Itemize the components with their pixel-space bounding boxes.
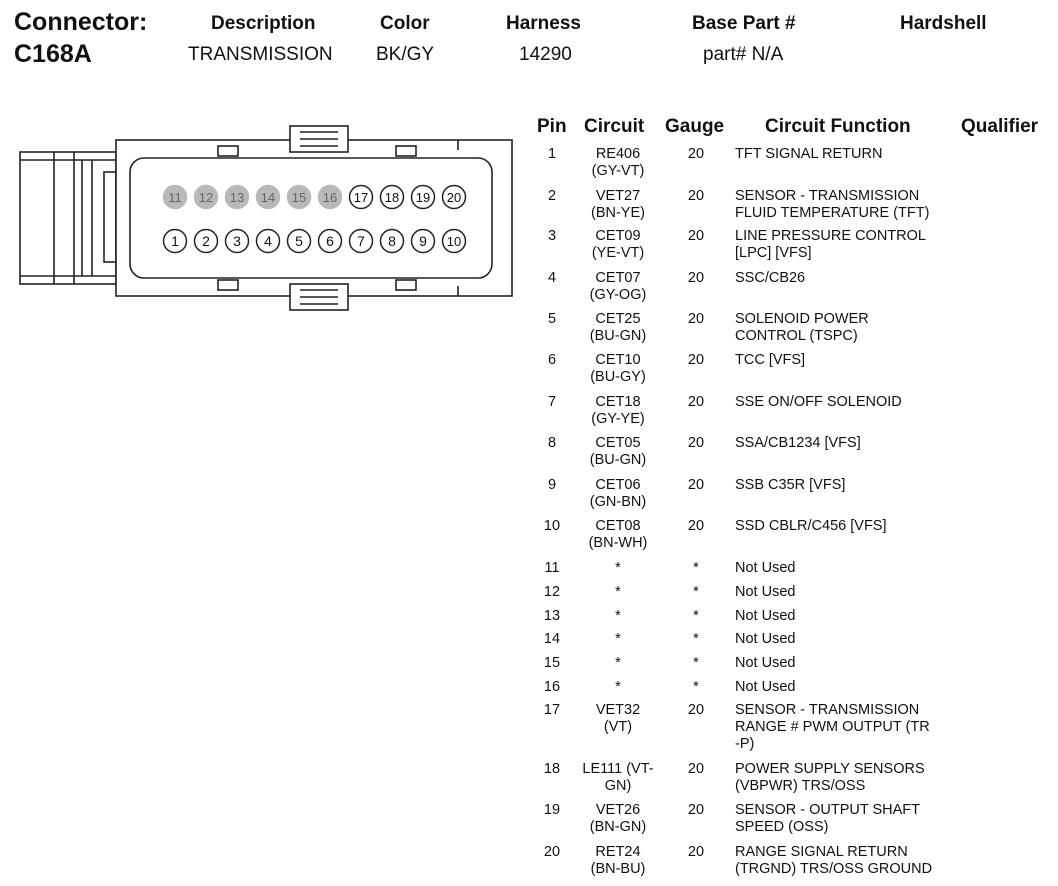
- connector-pin-17: [350, 186, 373, 209]
- circuit-function-cell: [735, 584, 960, 601]
- circuit-function-cell-line: LINE PRESSURE CONTROL: [735, 228, 926, 244]
- gauge-cell: *: [693, 679, 699, 695]
- circuit-cell-line: VET32: [595, 702, 641, 718]
- pin-number: 15: [543, 655, 561, 671]
- circuit-cell-line: RET24: [595, 844, 641, 860]
- circuit-function-cell-line: POWER SUPPLY SENSORS: [735, 761, 925, 777]
- circuit-cell: [570, 631, 666, 648]
- circuit-cell-line: (VT): [603, 719, 633, 735]
- circuit-function-cell-line: (VBPWR) TRS/OSS: [735, 778, 866, 794]
- circuit-function-cell: [735, 228, 960, 262]
- pin-number: 8: [547, 435, 557, 451]
- circuit-cell: [570, 146, 666, 180]
- circuit-cell-line: CET06: [595, 477, 641, 493]
- pin-number: 11: [544, 560, 560, 576]
- circuit-function-cell-line: FLUID TEMPERATURE (TFT): [735, 205, 930, 221]
- gauge-cell: 20: [687, 802, 705, 818]
- connector-pin-9: [412, 230, 435, 253]
- circuit-cell-line: VET27: [595, 188, 641, 204]
- circuit-cell-line: (BU-GN): [589, 328, 647, 344]
- circuit-function-cell: [735, 518, 960, 535]
- circuit-cell: [570, 608, 666, 625]
- circuit-cell-line: *: [615, 608, 621, 624]
- header-color-label: Color: [380, 13, 430, 34]
- circuit-function-cell-line: SSC/CB26: [735, 270, 806, 286]
- pin-number: 9: [547, 477, 557, 493]
- circuit-cell: [570, 270, 666, 304]
- circuit-cell-line: VET26: [595, 802, 641, 818]
- circuit-cell-line: CET09: [595, 228, 641, 244]
- circuit-function-cell-line: Not Used: [735, 631, 796, 647]
- circuit-cell-line: (BN-YE): [591, 205, 645, 221]
- svg-text:17: 17: [353, 190, 369, 205]
- connector-pin-3: [226, 230, 249, 253]
- circuit-cell: [570, 228, 666, 262]
- svg-text:2: 2: [202, 233, 210, 249]
- circuit-function-cell-line: SSE ON/OFF SOLENOID: [735, 394, 902, 410]
- svg-text:11: 11: [168, 190, 182, 205]
- circuit-cell: [570, 311, 666, 345]
- circuit-cell: [570, 477, 666, 511]
- pin-number: 18: [543, 761, 561, 777]
- circuit-cell-line: RE406: [595, 146, 641, 162]
- svg-text:7: 7: [357, 233, 365, 249]
- svg-text:14: 14: [260, 190, 276, 205]
- pin-number: 12: [543, 584, 561, 600]
- circuit-function-cell: [735, 702, 960, 753]
- circuit-function-cell: [735, 844, 960, 878]
- circuit-function-cell-line: SENSOR - TRANSMISSION: [735, 188, 920, 204]
- circuit-cell: [570, 560, 666, 577]
- svg-text:1: 1: [171, 233, 179, 249]
- connector-pin-14: [257, 186, 280, 209]
- connector-label: Connector:: [14, 8, 148, 36]
- circuit-function-cell-line: TCC [VFS]: [735, 352, 806, 368]
- connector-pin-19: [412, 186, 435, 209]
- circuit-cell: [570, 584, 666, 601]
- column-header-qualifier: Qualifier: [961, 116, 1039, 137]
- gauge-cell: 20: [687, 394, 705, 410]
- circuit-cell-line: CET10: [595, 352, 641, 368]
- circuit-cell-line: (YE-VT): [591, 245, 645, 261]
- circuit-function-cell-line: (TRGND) TRS/OSS GROUND: [735, 861, 933, 877]
- connector-pin-8: [381, 230, 404, 253]
- circuit-cell: [570, 188, 666, 222]
- gauge-cell: 20: [687, 761, 705, 777]
- gauge-cell: 20: [687, 270, 705, 286]
- connector-pin-5: [288, 230, 311, 253]
- gauge-cell: *: [693, 584, 699, 600]
- circuit-function-cell-line: SSD CBLR/C456 [VFS]: [735, 518, 887, 534]
- circuit-cell-line: (BU-GY): [590, 369, 646, 385]
- pin-number: 17: [543, 702, 561, 718]
- pin-number: 14: [543, 631, 561, 647]
- gauge-cell: 20: [687, 311, 705, 327]
- circuit-cell-line: (BN-WH): [588, 535, 648, 551]
- svg-text:13: 13: [229, 190, 245, 205]
- connector-pin-15: [288, 186, 311, 209]
- circuit-cell-line: (BN-GN): [589, 819, 647, 835]
- circuit-function-cell: [735, 188, 960, 222]
- circuit-cell: [570, 655, 666, 672]
- circuit-function-cell: [735, 435, 960, 452]
- circuit-function-cell-line: SENSOR - OUTPUT SHAFT: [735, 802, 921, 818]
- connector-pin-20: [443, 186, 466, 209]
- circuit-function-cell-line: SOLENOID POWER: [735, 311, 869, 327]
- circuit-cell-line: *: [615, 560, 621, 576]
- header-base-part-label: Base Part #: [692, 13, 796, 34]
- gauge-cell: 20: [687, 228, 705, 244]
- circuit-function-cell-line: SENSOR - TRANSMISSION: [735, 702, 920, 718]
- connector-pin-6: [319, 230, 342, 253]
- circuit-function-cell-line: [LPC] [VFS]: [735, 245, 812, 261]
- pin-number: 19: [543, 802, 561, 818]
- header-description-label: Description: [211, 13, 316, 34]
- pin-number: 2: [547, 188, 557, 204]
- pin-number: 6: [547, 352, 557, 368]
- circuit-cell-line: *: [615, 655, 621, 671]
- gauge-cell: *: [693, 608, 699, 624]
- connector-pin-12: [195, 186, 218, 209]
- column-header-circuit: Circuit: [584, 116, 645, 137]
- circuit-function-cell-line: Not Used: [735, 655, 796, 671]
- circuit-function-cell: [735, 270, 960, 287]
- gauge-cell: *: [693, 655, 699, 671]
- pin-number: 20: [543, 844, 561, 860]
- circuit-function-cell-line: CONTROL (TSPC): [735, 328, 858, 344]
- svg-text:4: 4: [264, 233, 272, 249]
- gauge-cell: 20: [687, 518, 705, 534]
- svg-text:18: 18: [384, 190, 400, 205]
- pin-number: 7: [547, 394, 557, 410]
- connector-pin-13: [226, 186, 249, 209]
- circuit-function-cell: [735, 311, 960, 345]
- pin-number: 3: [547, 228, 557, 244]
- circuit-function-cell: [735, 477, 960, 494]
- connector-pin-1: [164, 230, 187, 253]
- gauge-cell: 20: [687, 435, 705, 451]
- circuit-cell: [570, 435, 666, 469]
- circuit-cell-line: (BU-GN): [589, 452, 647, 468]
- gauge-cell: 20: [687, 702, 705, 718]
- svg-text:10: 10: [446, 234, 462, 249]
- circuit-cell: [570, 518, 666, 552]
- connector-id: C168A: [14, 40, 92, 68]
- circuit-cell-line: (GY-VT): [591, 163, 645, 179]
- connector-pin-10: [443, 230, 466, 253]
- gauge-cell: *: [693, 631, 699, 647]
- connector-pin-16: [319, 186, 342, 209]
- circuit-cell-line: (GY-OG): [589, 287, 647, 303]
- header-color-value: BK/GY: [376, 44, 435, 65]
- header-description-value: TRANSMISSION: [188, 44, 333, 65]
- pin-number: 16: [543, 679, 561, 695]
- circuit-cell-line: CET18: [595, 394, 641, 410]
- connector-face-diagram: [18, 120, 518, 316]
- connector-pin-2: [195, 230, 218, 253]
- circuit-cell-line: LE111 (VT-: [582, 761, 654, 777]
- circuit-function-cell-line: -P): [735, 736, 755, 752]
- circuit-function-cell: [735, 802, 960, 836]
- circuit-cell-line: CET08: [595, 518, 641, 534]
- circuit-function-cell: [735, 655, 960, 672]
- circuit-cell-line: (BN-BU): [590, 861, 646, 877]
- circuit-cell: [570, 802, 666, 836]
- circuit-function-cell: [735, 631, 960, 648]
- svg-text:3: 3: [233, 233, 241, 249]
- gauge-cell: *: [693, 560, 699, 576]
- circuit-function-cell-line: SSA/CB1234 [VFS]: [735, 435, 861, 451]
- circuit-function-cell-line: Not Used: [735, 584, 796, 600]
- pin-number: 5: [547, 311, 557, 327]
- circuit-function-cell: [735, 761, 960, 795]
- header-harness-label: Harness: [506, 13, 581, 34]
- circuit-cell-line: *: [615, 631, 621, 647]
- pin-number: 13: [543, 608, 561, 624]
- circuit-cell-line: GN): [604, 778, 632, 794]
- pin-number: 10: [543, 518, 561, 534]
- pin-number: 4: [547, 270, 557, 286]
- connector-pin-7: [350, 230, 373, 253]
- circuit-function-cell: [735, 394, 960, 411]
- svg-text:19: 19: [415, 190, 431, 205]
- circuit-function-cell: [735, 146, 960, 163]
- header-harness-value: 14290: [519, 44, 572, 65]
- circuit-cell-line: *: [615, 584, 621, 600]
- pin-number: 1: [547, 146, 557, 162]
- circuit-cell: [570, 394, 666, 428]
- circuit-cell-line: CET05: [595, 435, 641, 451]
- circuit-cell-line: CET07: [595, 270, 641, 286]
- gauge-cell: 20: [687, 844, 705, 860]
- circuit-function-cell: [735, 608, 960, 625]
- circuit-cell: [570, 761, 666, 795]
- column-header-pin: Pin: [537, 116, 567, 137]
- gauge-cell: 20: [687, 352, 705, 368]
- circuit-cell-line: CET25: [595, 311, 641, 327]
- header-hardshell-label: Hardshell: [900, 13, 987, 34]
- circuit-cell: [570, 679, 666, 696]
- gauge-cell: 20: [687, 477, 705, 493]
- gauge-cell: 20: [687, 188, 705, 204]
- circuit-cell: [570, 352, 666, 386]
- circuit-function-cell-line: SPEED (OSS): [735, 819, 829, 835]
- circuit-function-cell-line: RANGE # PWM OUTPUT (TR: [735, 719, 930, 735]
- svg-text:8: 8: [388, 233, 396, 249]
- circuit-cell: [570, 844, 666, 878]
- svg-text:12: 12: [198, 190, 214, 205]
- circuit-cell-line: (GY-YE): [591, 411, 645, 427]
- column-header-gauge: Gauge: [665, 116, 725, 137]
- svg-text:16: 16: [322, 190, 338, 205]
- connector-pin-18: [381, 186, 404, 209]
- svg-text:15: 15: [291, 190, 307, 205]
- circuit-function-cell-line: Not Used: [735, 560, 796, 576]
- circuit-function-cell-line: RANGE SIGNAL RETURN: [735, 844, 908, 860]
- connector-pin-4: [257, 230, 280, 253]
- column-header-circuit-function: Circuit Function: [765, 116, 911, 137]
- circuit-function-cell-line: SSB C35R [VFS]: [735, 477, 846, 493]
- svg-text:9: 9: [419, 233, 427, 249]
- svg-text:20: 20: [446, 190, 462, 205]
- circuit-function-cell: [735, 560, 960, 577]
- circuit-function-cell: [735, 679, 960, 696]
- connector-pin-11: [164, 186, 187, 209]
- circuit-cell-line: *: [615, 679, 621, 695]
- circuit-function-cell-line: Not Used: [735, 608, 796, 624]
- circuit-cell-line: (GN-BN): [589, 494, 647, 510]
- circuit-cell: [570, 702, 666, 736]
- svg-text:5: 5: [295, 233, 303, 249]
- circuit-function-cell-line: TFT SIGNAL RETURN: [735, 146, 883, 162]
- header-base-part-value: part# N/A: [703, 44, 784, 65]
- circuit-function-cell: [735, 352, 960, 369]
- svg-text:6: 6: [326, 233, 334, 249]
- gauge-cell: 20: [687, 146, 705, 162]
- circuit-function-cell-line: Not Used: [735, 679, 796, 695]
